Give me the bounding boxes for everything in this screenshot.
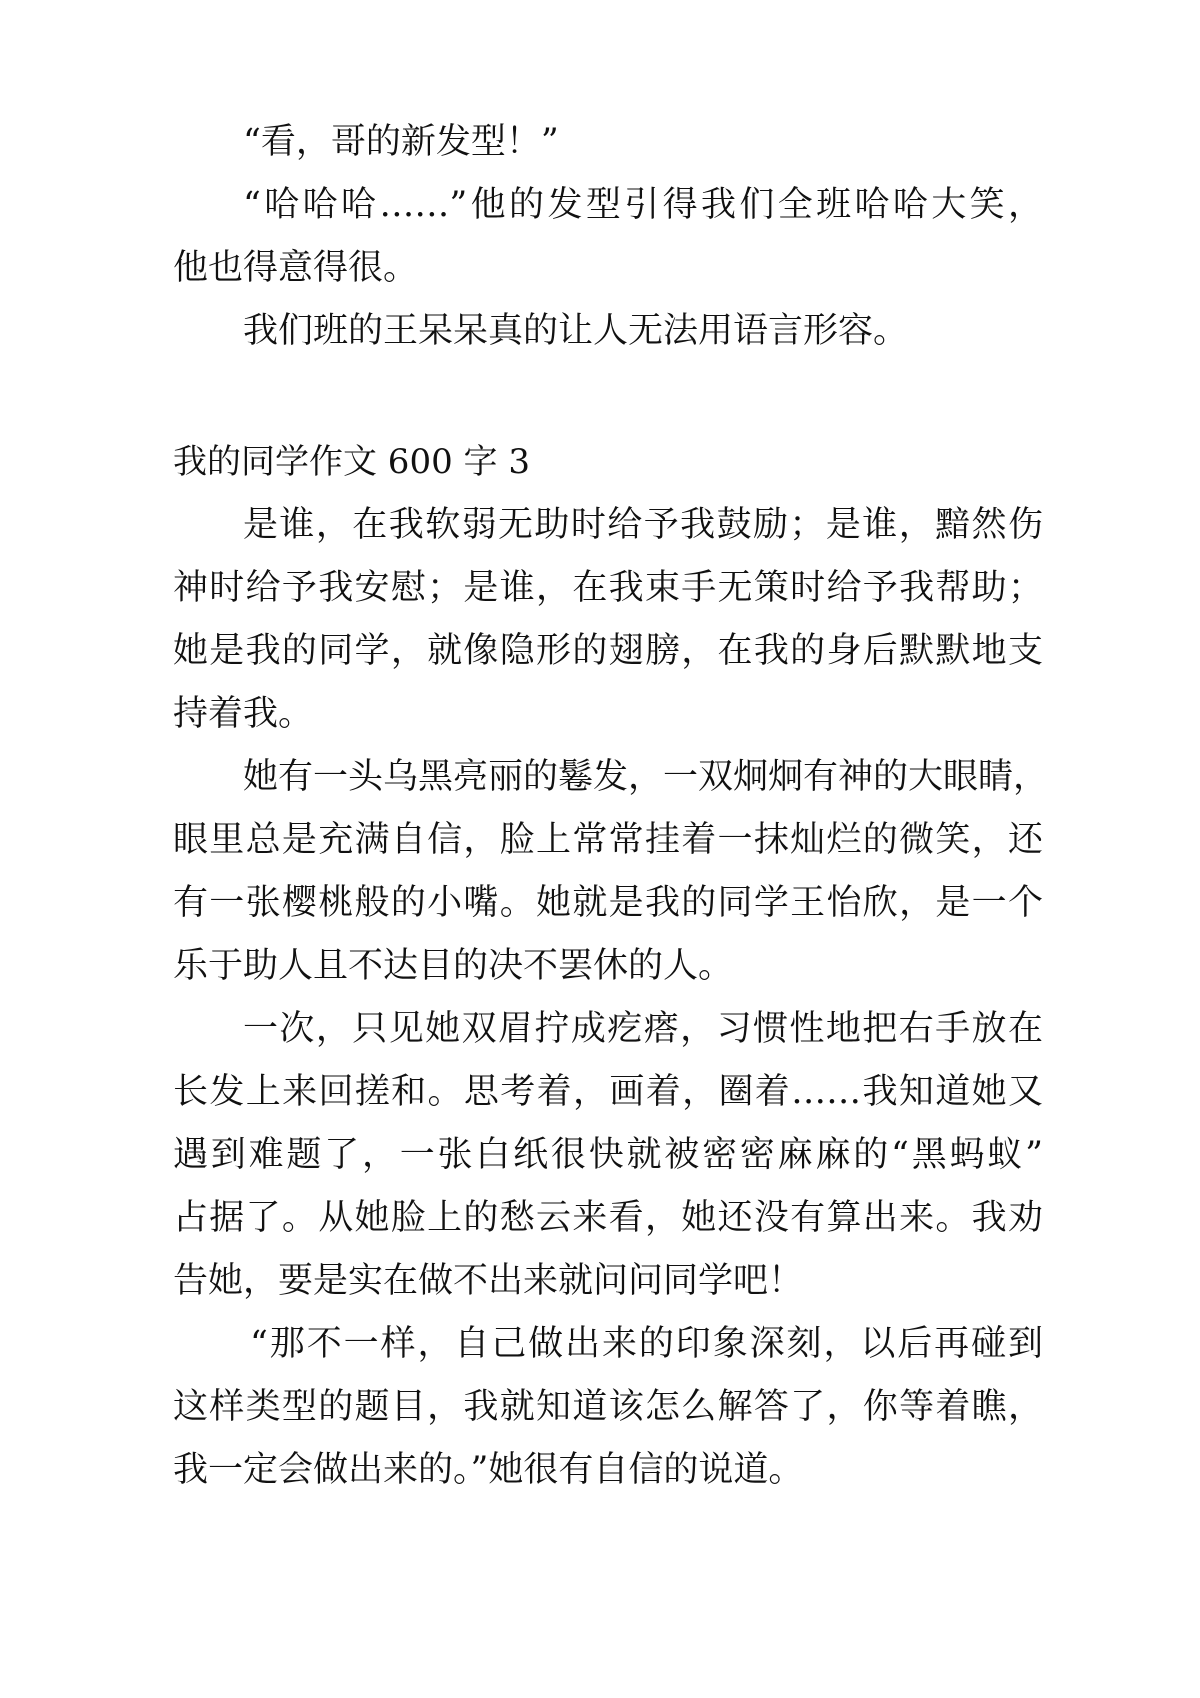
text-line: 这样类型的题目，我就知道该怎么解答了，你等着瞧， [173,1387,1043,1427]
text-line: 神时给予我安慰；是谁，在我束手无策时给予我帮助； [173,568,1043,608]
text-line: 我们班的王呆呆真的让人无法用语言形容。 [243,311,909,351]
text-line: 她有一头乌黑亮丽的鬈发，一双炯炯有神的大眼睛， [243,757,1049,797]
text-line: 乐于助人且不达目的决不罢休的人。 [173,946,734,986]
text-line: 长发上来回搓和。思考着，画着，圈着……我知道她又 [173,1072,1043,1112]
text-line: 是谁，在我软弱无助时给予我鼓励；是谁，黯然伤 [243,505,1043,545]
text-line: 有一张樱桃般的小嘴。她就是我的同学王怡欣，是一个 [173,883,1043,923]
text-line: 眼里总是充满自信，脸上常常挂着一抹灿烂的微笑，还 [173,820,1043,860]
text-line: 我一定会做出来的。”她很有自信的说道。 [173,1450,804,1490]
text-line: 遇到难题了，一张白纸很快就被密密麻麻的“黑蚂蚁” [173,1135,1043,1175]
text-line: “那不一样，自己做出来的印象深刻，以后再碰到 [250,1324,1043,1364]
text-line: “哈哈哈……”他的发型引得我们全班哈哈大笑， [243,185,1043,225]
text-line: 她是我的同学，就像隐形的翅膀，在我的身后默默地支 [173,631,1043,671]
essay-heading: 我的同学作文 600 字 3 [173,442,530,482]
text-line: 持着我。 [173,694,314,734]
text-line: 一次，只见她双眉拧成疙瘩，习惯性地把右手放在 [243,1009,1043,1049]
text-line: 告她，要是实在做不出来就问问同学吧！ [173,1261,804,1301]
text-line: 他也得意得很。 [173,248,419,288]
text-line: 占据了。从她脸上的愁云来看，她还没有算出来。我劝 [173,1198,1043,1238]
text-line: “看，哥的新发型！” [243,122,559,162]
